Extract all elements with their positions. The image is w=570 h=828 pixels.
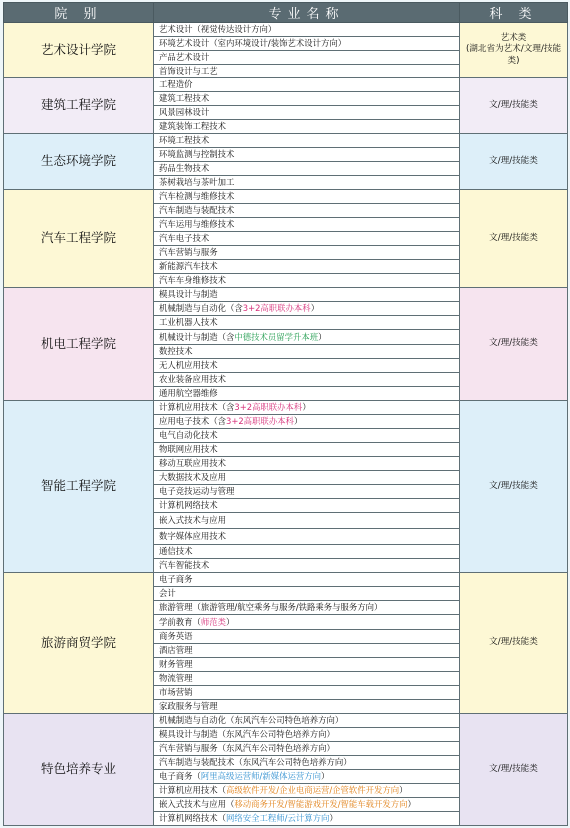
major-text: ） [226, 616, 235, 627]
major-text: 计算机网络技术（ [159, 813, 226, 824]
major-text: 机械设计与制造（含 [159, 331, 235, 342]
major-name [154, 770, 460, 784]
major-text: 计算机应用技术（ [159, 785, 226, 796]
major-name [154, 232, 460, 246]
major-text: 茶树栽培与茶叶加工 [159, 177, 235, 188]
major-text: 工业机器人技术 [159, 317, 218, 328]
major-text: 应用电子技术（含 [159, 416, 226, 427]
major-text: 新能源汽车技术 [159, 261, 218, 272]
major-highlight: 中德技术员留学升本班 [234, 331, 319, 342]
major-name [154, 601, 460, 615]
major-name [154, 23, 460, 37]
major-text: ） [293, 416, 303, 427]
major-name [154, 471, 460, 485]
major-name [154, 120, 460, 134]
major-text: ） [318, 331, 327, 342]
major-name [154, 162, 460, 176]
major-text: 汽车营销与服务 [159, 247, 218, 258]
major-text: 通信技术 [159, 546, 193, 557]
major-text: ） [320, 771, 330, 782]
major-text: 汽车营销与服务（东风汽车公司特色培养方向） [159, 743, 335, 754]
major-text: 电气自动化技术 [159, 430, 218, 441]
major-text: 市场营销 [159, 687, 193, 698]
table-row [4, 78, 568, 92]
major-name [154, 756, 460, 770]
major-text: 大数据技术及应用 [159, 472, 226, 483]
major-text: 工程造价 [159, 79, 193, 90]
major-name [154, 700, 460, 714]
college-name: 机电工程学院 [4, 288, 154, 401]
table-row [4, 714, 568, 728]
college-category: 文/理/技能类 [460, 134, 568, 190]
major-text: 移动互联应用技术 [159, 458, 226, 469]
major-name [154, 714, 460, 728]
table-row [4, 190, 568, 204]
major-name [154, 686, 460, 700]
major-text: 机械制造与自动化（含 [159, 303, 243, 314]
major-text: 环境艺术设计（室内环境设计/装饰艺术设计方向） [159, 38, 347, 49]
major-name [154, 415, 460, 429]
major-name [154, 134, 460, 148]
major-text: 建筑装饰工程技术 [159, 121, 226, 132]
major-name [154, 260, 460, 274]
major-name [154, 92, 460, 106]
major-name [154, 51, 460, 65]
major-name [154, 728, 460, 742]
major-name [154, 148, 460, 162]
major-text: 嵌入式技术与应用 [159, 515, 226, 526]
major-name [154, 106, 460, 120]
major-text: ） [407, 799, 416, 810]
major-text: 电子竞技运动与管理 [159, 486, 235, 497]
major-highlight: 高级软件开发/企业电商运营/企管软件开发方向 [226, 785, 400, 796]
major-name [154, 330, 460, 345]
major-name [154, 401, 460, 415]
major-name [154, 359, 460, 373]
major-text: ） [302, 402, 311, 413]
major-text: 计算机网络技术 [159, 500, 218, 511]
major-text: 汽车车身维修技术 [159, 275, 226, 286]
major-highlight: 移动商务开发/智能游戏开发/智能车载开发方向 [234, 799, 408, 810]
major-text: 建筑工程技术 [159, 93, 210, 104]
major-name [154, 587, 460, 601]
major-text: 农业装备应用技术 [159, 374, 226, 385]
major-name [154, 204, 460, 218]
major-text: 计算机应用技术（含 [159, 402, 235, 413]
table-row [4, 134, 568, 148]
major-text: 药品生物技术 [159, 163, 210, 174]
major-name [154, 499, 460, 513]
major-name [154, 302, 460, 316]
table-row [4, 23, 568, 37]
major-text: 汽车智能技术 [159, 560, 210, 571]
major-name [154, 429, 460, 443]
college-category: 文/理/技能类 [460, 288, 568, 401]
college-category: 文/理/技能类 [460, 78, 568, 134]
major-text: 物流管理 [159, 673, 193, 684]
major-text: ） [329, 813, 338, 824]
major-name [154, 246, 460, 260]
major-name [154, 387, 460, 401]
major-name [154, 573, 460, 587]
major-text: 机械制造与自动化（东风汽车公司特色培养方向） [159, 715, 344, 726]
table-row [4, 573, 568, 587]
major-text: 环境工程技术 [159, 135, 210, 146]
major-text: 商务英语 [159, 631, 193, 642]
major-name [154, 812, 460, 826]
major-name [154, 529, 460, 545]
major-name [154, 457, 460, 471]
major-name [154, 485, 460, 499]
major-highlight: 3+2高职联办本科 [242, 303, 311, 314]
major-text: 电子商务（ [159, 771, 201, 782]
major-text: 汽车制造与装配技术 [159, 205, 235, 216]
major-name [154, 784, 460, 798]
college-category: 文/理/技能类 [460, 714, 568, 826]
major-name [154, 615, 460, 630]
major-text: 数字媒体应用技术 [159, 531, 226, 542]
major-highlight: 阿里高级运营师/新媒体运营方向 [200, 771, 321, 782]
major-name [154, 37, 460, 51]
college-name: 生态环境学院 [4, 134, 154, 190]
major-text: 模具设计与制造（东风汽车公司特色培养方向） [159, 729, 335, 740]
major-text: 艺术设计（视觉传达设计方向） [159, 24, 277, 35]
table-header-row [4, 3, 568, 23]
major-name [154, 559, 460, 573]
major-text: 家政服务与管理 [159, 701, 218, 712]
major-text: 嵌入式技术与应用（ [159, 799, 235, 810]
major-text: 通用航空器维修 [159, 388, 218, 399]
header-major: 专业名称 [154, 3, 460, 23]
major-name [154, 672, 460, 686]
major-text: 模具设计与制造 [159, 289, 218, 300]
major-name [154, 658, 460, 672]
college-name: 汽车工程学院 [4, 190, 154, 288]
table-row [4, 288, 568, 302]
college-name: 旅游商贸学院 [4, 573, 154, 714]
major-name [154, 65, 460, 78]
college-name: 特色培养专业 [4, 714, 154, 826]
major-text: 物联网应用技术 [159, 444, 218, 455]
table-row [4, 401, 568, 415]
major-text: 风景园林设计 [159, 107, 210, 118]
major-highlight: 师范类 [200, 616, 226, 627]
major-name [154, 345, 460, 359]
college-name: 建筑工程学院 [4, 78, 154, 134]
college-category: 文/理/技能类 [460, 573, 568, 714]
major-highlight: 3+2高职联办本科 [226, 416, 294, 427]
major-text: 会计 [159, 588, 176, 599]
major-text: 数控技术 [159, 346, 193, 357]
major-text: ） [310, 303, 320, 314]
major-name [154, 798, 460, 812]
major-name [154, 513, 460, 529]
major-name [154, 644, 460, 658]
major-text: 汽车电子技术 [159, 233, 210, 244]
major-text: 无人机应用技术 [159, 360, 218, 371]
major-name [154, 274, 460, 288]
major-name [154, 288, 460, 302]
major-highlight: 3+2高职联办本科 [234, 402, 303, 413]
major-text: 汽车运用与维修技术 [159, 219, 235, 230]
majors-table [3, 2, 568, 826]
major-name [154, 316, 460, 330]
major-text: 学前教育（ [159, 616, 201, 627]
major-text: 酒店管理 [159, 645, 193, 656]
major-name [154, 630, 460, 644]
major-text: 财务管理 [159, 659, 193, 670]
college-category: 艺术类 (湖北省为艺术/文理/技能类) [460, 23, 568, 78]
major-text: 汽车检测与维修技术 [159, 191, 235, 202]
major-name [154, 190, 460, 204]
major-name [154, 545, 460, 559]
major-text: 电子商务 [159, 574, 193, 585]
header-college: 院 别 [4, 3, 154, 23]
major-name [154, 373, 460, 387]
major-text: 旅游管理（旅游管理/航空乘务与服务/铁路乘务与服务方向） [159, 602, 383, 613]
major-name [154, 176, 460, 190]
major-text: 产品艺术设计 [159, 52, 210, 63]
major-text: 环境监测与控制技术 [159, 149, 235, 160]
major-text: ） [399, 785, 408, 796]
major-text: 首饰设计与工艺 [159, 65, 218, 76]
major-name [154, 218, 460, 232]
major-name [154, 443, 460, 457]
major-text: 汽车制造与装配技术（东风汽车公司特色培养方向） [159, 757, 352, 768]
major-highlight: 网络安全工程师/云计算方向 [226, 813, 330, 824]
college-name: 智能工程学院 [4, 401, 154, 573]
major-name [154, 742, 460, 756]
college-name: 艺术设计学院 [4, 23, 154, 78]
major-name [154, 78, 460, 92]
college-category: 文/理/技能类 [460, 190, 568, 288]
college-category: 文/理/技能类 [460, 401, 568, 573]
header-category: 科 类 [460, 3, 568, 23]
